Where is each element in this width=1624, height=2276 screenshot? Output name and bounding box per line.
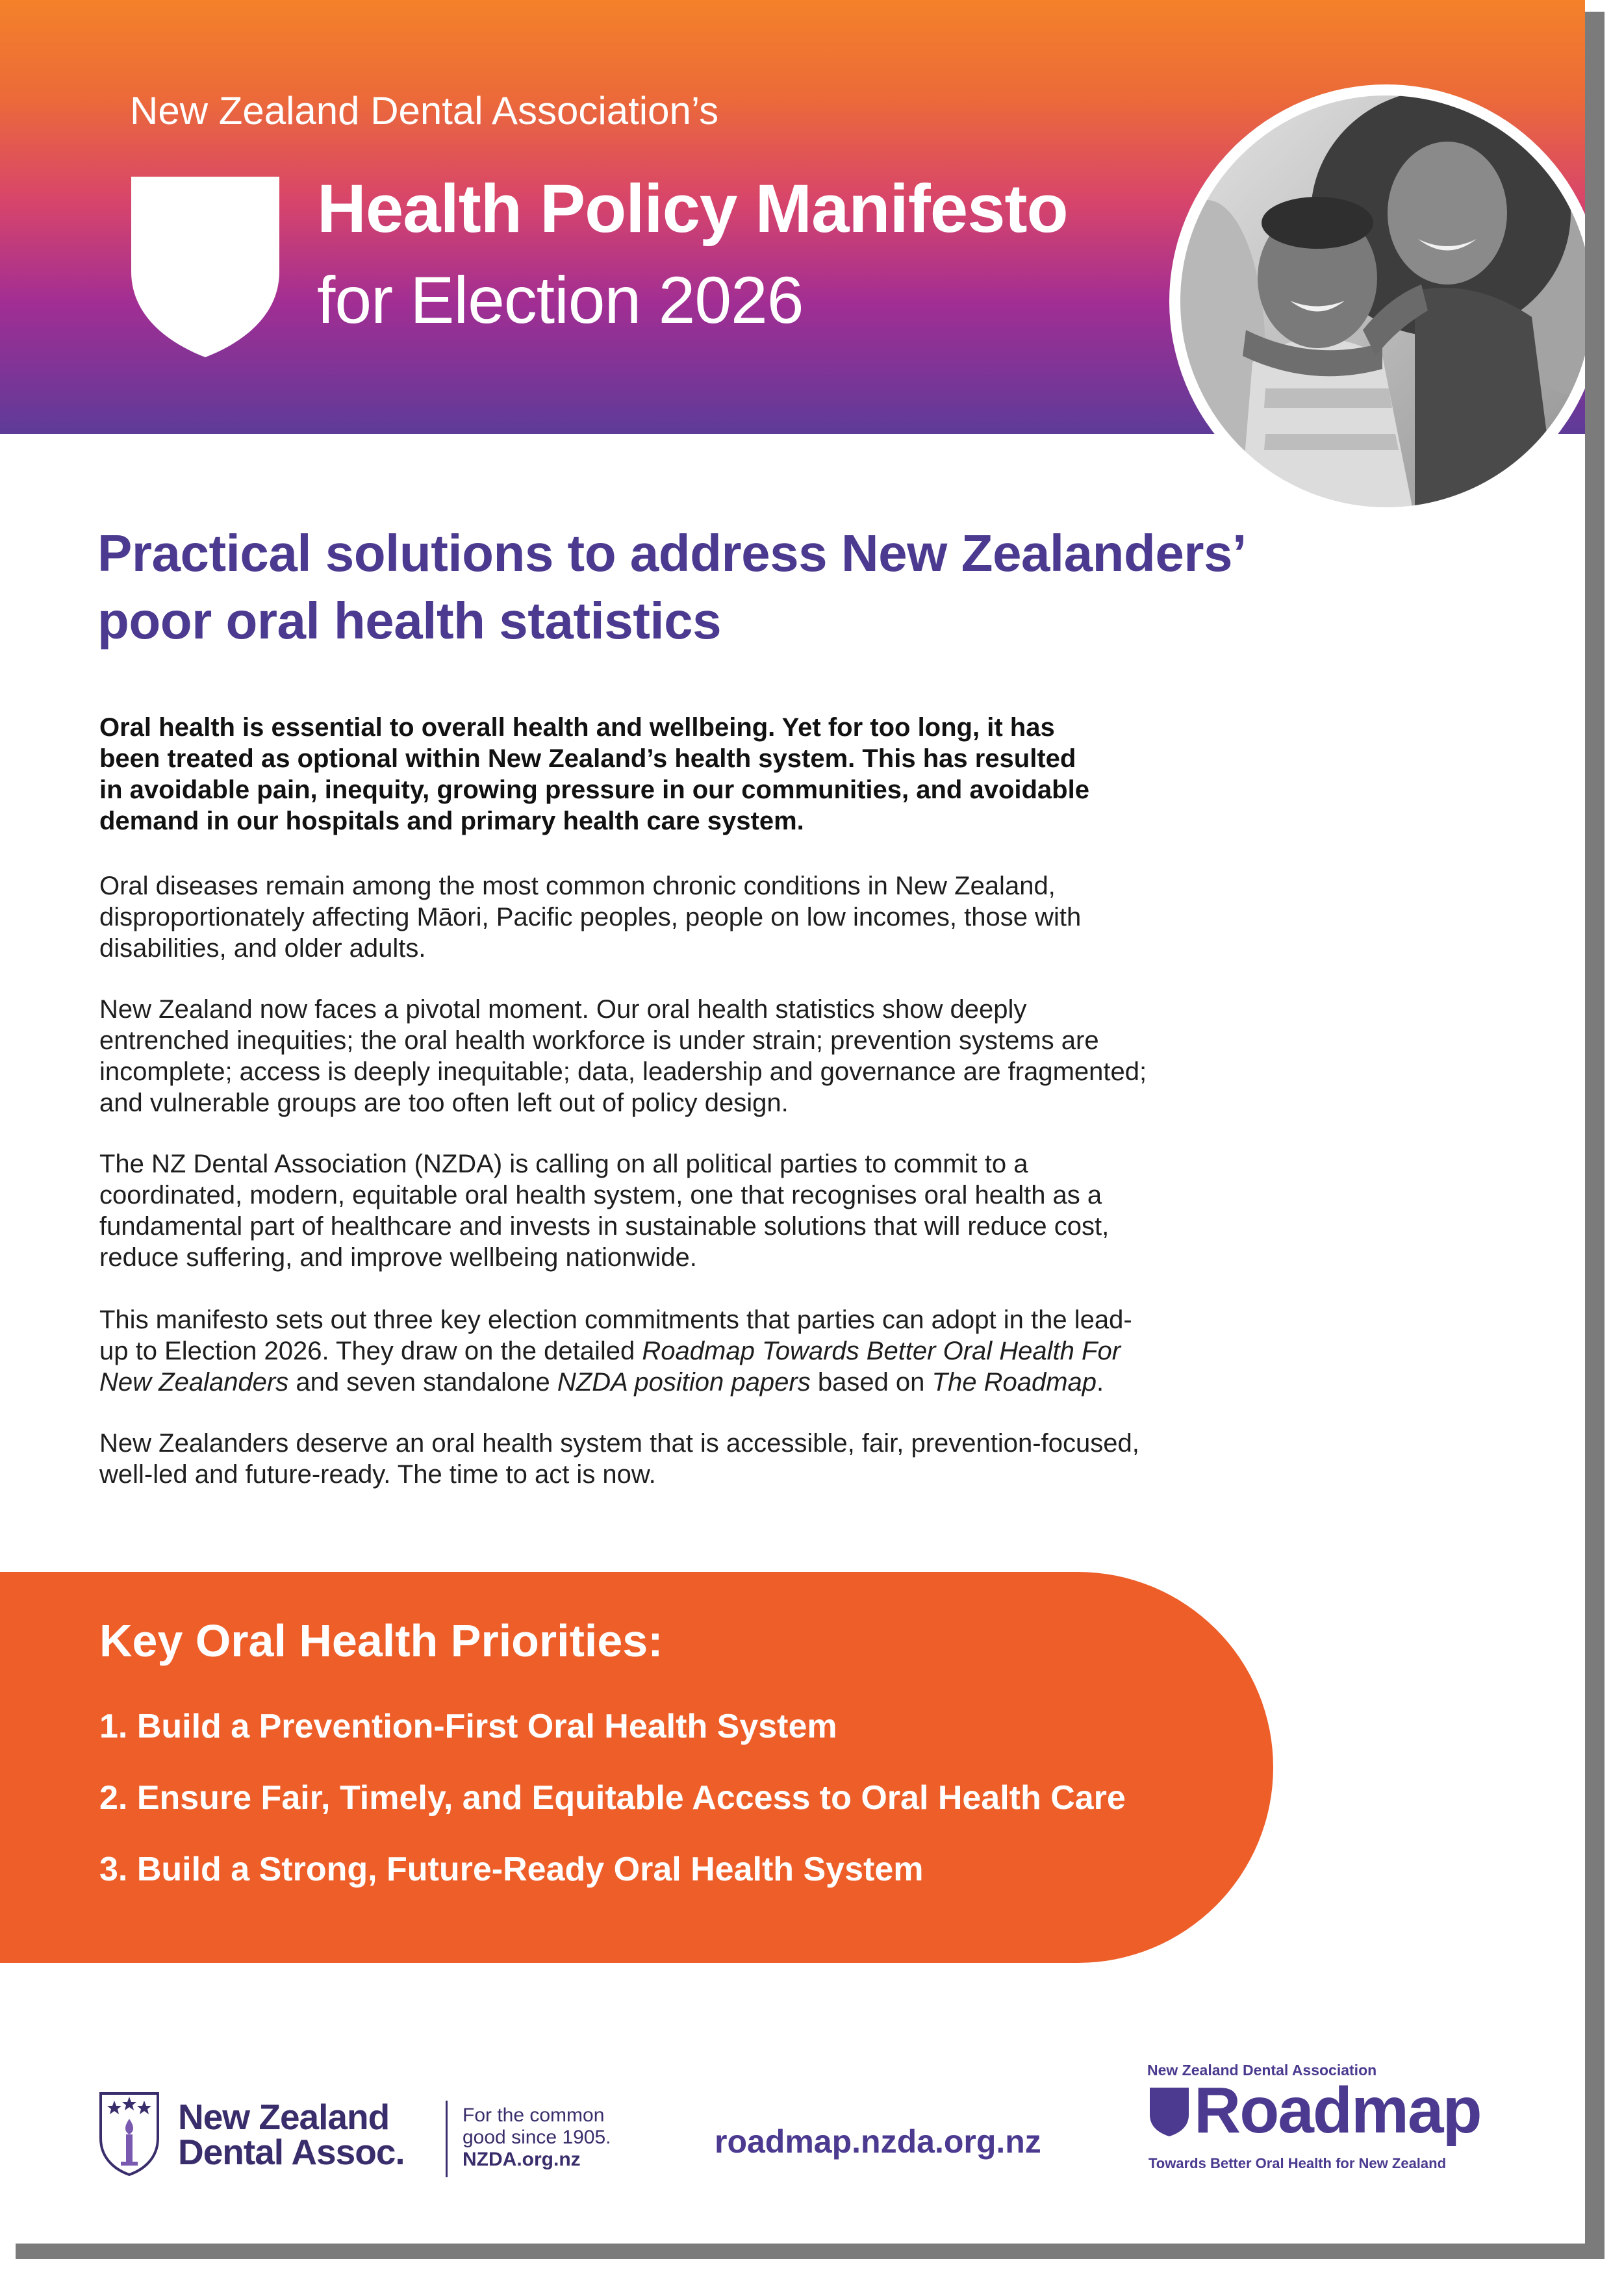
roadmap-title-italic: New Zealanders [99,1368,289,1397]
text-line: and vulnerable groups are too often left out of policy design. [99,1089,789,1117]
text-line: coordinated, modern, equitable oral health system, one that recognises oral health as a [99,1181,1102,1209]
nzda-website-link[interactable]: NZDA.org.nz [463,2149,581,2170]
tagline-line: For the common [463,2105,605,2126]
headline-line: Practical solutions to address New Zealanders’ [97,524,1247,582]
text-line: fundamental part of healthcare and invests in sustainable solutions that will reduce cost, [99,1212,1110,1241]
roadmap-logo-kicker: New Zealand Dental Association [1147,2062,1377,2079]
text-fragment: up to Election 2026. They draw on the detailed [99,1337,642,1365]
priority-item: 3. Build a Strong, Future-Ready Oral Health System [99,1851,924,1888]
roadmap-title-italic: Roadmap Towards Better Oral Health For [642,1337,1121,1365]
tagline-line: good since 1905. [463,2127,611,2148]
text-line: New Zealand now faces a pivotal moment. Our oral health statistics show deeply [99,995,1027,1024]
nzda-logo-wordmark [178,2097,405,2172]
paragraph-nzda-call [99,1148,1269,1273]
text-line: incomplete; access is deeply inequitable; data, leadership and governance are fragmented; [99,1057,1147,1086]
position-papers-italic: NZDA position papers [557,1368,811,1397]
photo-of-smiling-young-people [1168,83,1585,520]
priority-item: 2. Ensure Fair, Timely, and Equitable Access to Oral Health Care [99,1779,1126,1817]
text-line: been treated as optional within New Zealand’s health system. This has resulted [99,744,1076,773]
priorities-panel [0,1572,1273,1963]
lead-paragraph [99,712,1269,837]
text-line: Oral diseases remain among the most common chronic conditions in New Zealand, [99,872,1056,900]
text-line: This manifesto sets out three key election commitments that parties can adopt in the lead- [99,1306,1132,1334]
roadmap-shield-icon [1148,2086,1190,2137]
text-line [99,1335,1269,1367]
text-line: disabilities, and older adults. [99,934,426,963]
paragraph-time-to-act [99,1428,1269,1490]
roadmap-website-link[interactable]: roadmap.nzda.org.nz [715,2123,1041,2160]
text-fragment: and seven standalone [288,1368,557,1397]
priorities-title: Key Oral Health Priorities: [99,1615,663,1666]
footer-divider [446,2101,448,2177]
nzda-tagline [463,2105,611,2171]
nzda-logo-line: New Zealand [178,2097,390,2137]
text-line [99,1367,1269,1398]
text-fragment: . [1097,1368,1104,1397]
page-subtitle: for Election 2026 [317,263,804,337]
text-line: demand in our hospitals and primary health care system. [99,807,804,835]
the-roadmap-italic: The Roadmap [932,1368,1097,1397]
priority-item: 1. Build a Prevention-First Oral Health System [99,1708,837,1745]
text-fragment: based on [810,1368,932,1397]
nzda-crest-icon [99,2092,160,2176]
paragraph-pivotal-moment [99,994,1269,1119]
headline [97,520,1332,655]
paragraph-chronic-conditions [99,870,1269,964]
text-line: disproportionately affecting Māori, Pacific peoples, people on low incomes, those with [99,903,1082,931]
banner-kicker: New Zealand Dental Association’s [130,89,719,133]
text-line: in avoidable pain, inequity, growing pressure in our communities, and avoidable [99,776,1089,804]
page-title: Health Policy Manifesto [317,171,1068,247]
roadmap-logo-tagline: Towards Better Oral Health for New Zealand [1148,2155,1447,2171]
shield-icon [129,174,282,359]
text-line: well-led and future-ready. The time to act is now. [99,1460,656,1489]
text-line: Oral health is essential to overall health and wellbeing. Yet for too long, it has [99,713,1055,742]
text-line: New Zealanders deserve an oral health system that is accessible, fair, prevention-focused, [99,1429,1139,1458]
nzda-logo-line: Dental Assoc. [178,2132,405,2172]
headline-line: poor oral health statistics [97,592,722,650]
text-line: The NZ Dental Association (NZDA) is calling on all political parties to commit to a [99,1150,1028,1178]
paragraph-manifesto [99,1304,1269,1398]
roadmap-logo-wordmark: Roadmap [1194,2074,1481,2147]
text-line: entrenched inequities; the oral health workforce is under strain; prevention systems are [99,1026,1099,1055]
text-line: reduce suffering, and improve wellbeing nationwide. [99,1243,697,1272]
